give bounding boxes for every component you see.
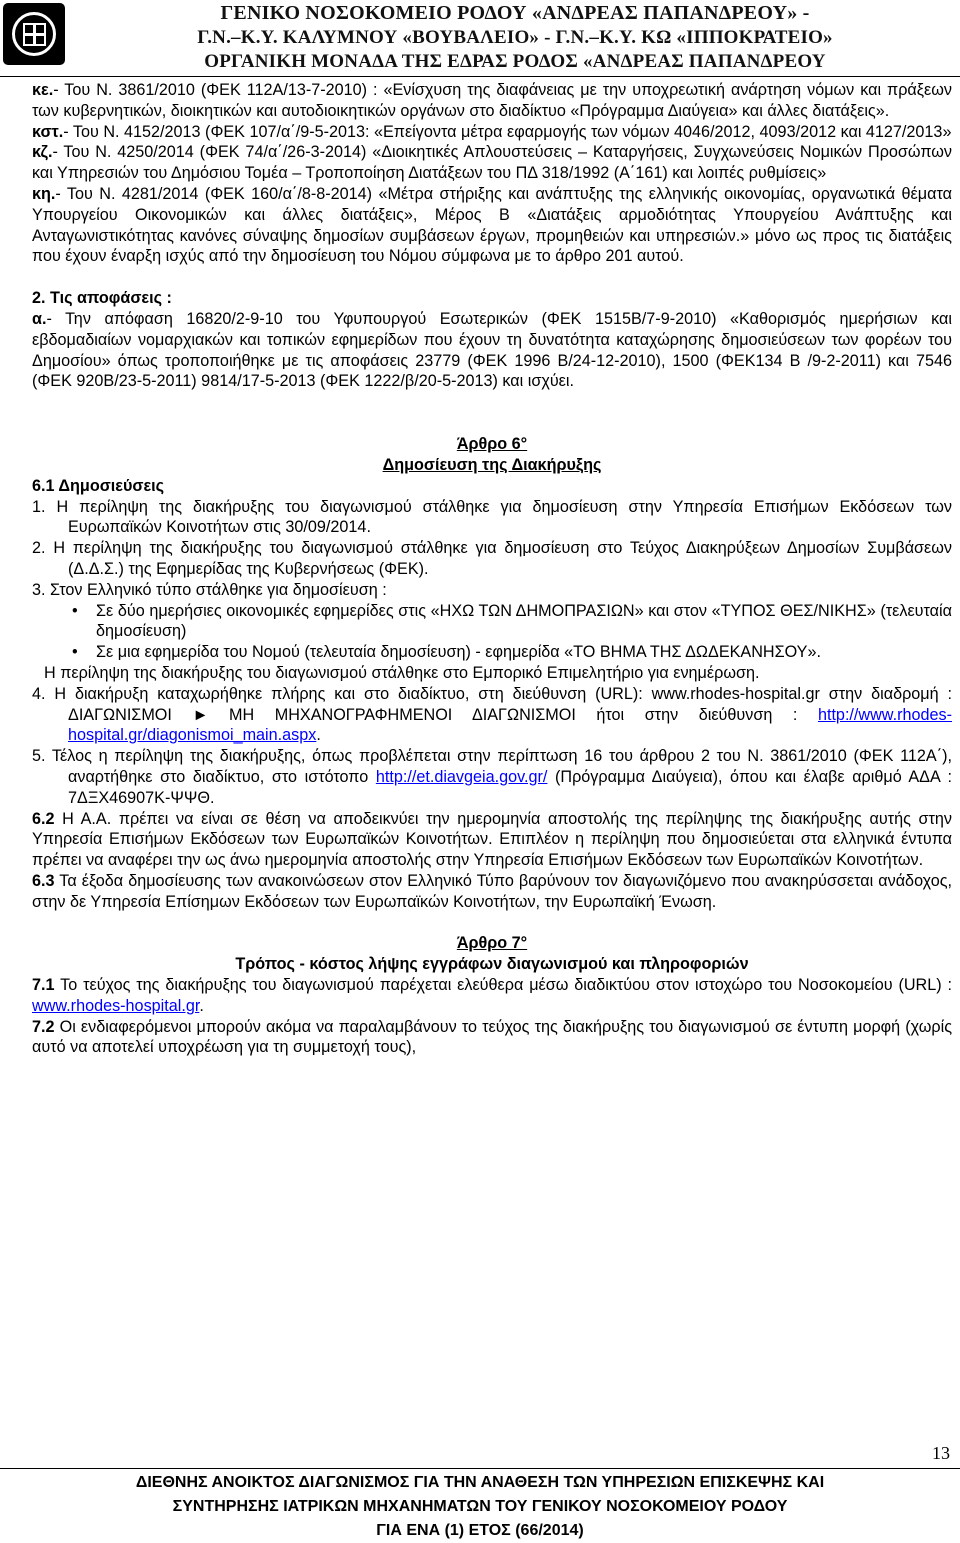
page-footer: [0, 1468, 960, 1543]
section-6-1: 6.1 Δημοσιεύσεις: [32, 476, 165, 495]
page-header: [0, 0, 960, 77]
law-item: κστ.- Του Ν. 4152/2013 (ΦΕΚ 107/α΄/9-5-2013: «Επείγοντα μέτρα εφαρμογής των νόμων 4046/2012, 4093/2012 και 4127/2013»: [32, 122, 952, 141]
decisions-heading: 2. Τις αποφάσεις :: [32, 289, 172, 308]
footer-line-3: ΓΙΑ ΕΝΑ (1) ΕΤΟΣ (66/2014): [376, 1522, 584, 1539]
hospital-logo-icon: [3, 3, 65, 65]
header-line-3: ΟΡΓΑΝΙΚΗ ΜΟΝΑΔΑ ΤΗΣ ΕΔΡΑΣ ΡΟΔΟΣ «ΑΝΔΡΕΑΣ ΠΑΠΑΝΔΡΕΟΥ: [204, 51, 826, 72]
page-number: 13: [932, 1443, 950, 1463]
bullet-item: • Σε μια εφημερίδα του Νομού (τελευταία δημοσίευση) - εφημερίδα «ΤΟ ΒΗΜΑ ΤΗΣ ΔΩΔΕΚΑΝΗΣΟΥ».: [32, 642, 952, 663]
decision-item: α.- Την απόφαση 16820/2-9-10 του Υφυπουργού Εσωτερικών (ΦΕΚ 1515Β/7-9-2010) «Καθορισμός ημερήσιων και εβδομαδιαίων νομαρχιακών και τοπικών εφημερίδων που έχουν τη δυνατότητα καταχώρησης δημοσιεύσεων των φορέων του Δημοσίου» όπως τροποποιήθηκε με τις αποφάσεις 23779 (ΦΕΚ 1996 Β/24-12-2010), 1500 (ΦΕΚ134 Β /9-2-2011) και 7546 (ΦΕΚ 920Β/23-5-2011) 9814/17-5-2013 (ΦΕΚ 1222/β/20-5-2013) και ισχύει.: [32, 309, 952, 391]
diavgeia-link[interactable]: http://et.diavgeia.gov.gr/: [375, 767, 548, 786]
article6-subtitle: Δημοσίευση της Διακήρυξης: [382, 455, 602, 474]
hospital-website-link[interactable]: www.rhodes-hospital.gr: [32, 996, 200, 1015]
bullet-item: • Σε δύο ημερήσιες οικονομικές εφημερίδες στις «ΗΧΩ ΤΩΝ ΔΗΜΟΠΡΑΣΙΩΝ» και στον «ΤΥΠΟΣ ΘΕΣ/ΝΙΚΗΣ» (τελευταία δημοσίευση): [32, 601, 952, 643]
publication-item-4: 4. Η διακήρυξη καταχωρήθηκε πλήρης και στο διαδίκτυο, στη διεύθυνση (URL): www.rhodes-hospital.gr στην διαδρομή : ΔΙΑΓΩΝΙΣΜΟΙ ► ΜΗ ΜΗΧΑΝΟΓΡΑΦΗΜΕΝΟΙ ΔΙΑΓΩΝΙΣΜΟΙ ήτοι στην διεύθυνση : http://www.rhodes-hospital.gr/diagonismoi_main.aspx.: [32, 684, 952, 745]
section-7-2: 7.2 Οι ενδιαφερόμενοι μπορούν ακόμα να παραλαμβάνουν το τεύχος της διακήρυξης του διαγωνισμού σε έντυπη μορφή (χωρίς αυτό να αποτελεί υποχρέωση για τη συμμετοχή τους),: [32, 1017, 952, 1057]
header-line-1: ΓΕΝΙΚΟ ΝΟΣΟΚΟΜΕΙΟ ΡΟΔΟΥ «ΑΝΔΡΕΑΣ ΠΑΠΑΝΔΡΕΟΥ» -: [220, 2, 810, 24]
publication-item-5: 5. Τέλος η περίληψη της διακήρυξης, όπως προβλέπεται στην περίπτωση 16 του άρθρου 2 του Ν. 3861/2010 (ΦΕΚ 112Α΄), αναρτήθηκε στο διαδίκτυο, στο ιστότοπο http://et.diavgeia.gov.gr/ (Πρόγραμμα Διαύγεια), όπου και έλαβε αριθμό ΑΔΑ : 7ΔΞΧ46907Κ-ΨΨΘ.: [32, 747, 952, 807]
section-6-3: 6.3 Τα έξοδα δημοσίευσης των ανακοινώσεων στον Ελληνικό Τύπο βαρύνουν τον διαγωνιζόμενο που ανακηρύσσεται ανάδοχος, στην δε Υπηρεσία Επίσημων Εκδόσεων των Ευρωπαϊκών Κοινοτήτων, την Ευρωπαϊκή Ένωση.: [32, 871, 952, 911]
footer-line-2: ΣΥΝΤΗΡΗΣΗΣ ΙΑΤΡΙΚΩΝ ΜΗΧΑΝΗΜΑΤΩΝ ΤΟΥ ΓΕΝΙΚΟΥ ΝΟΣΟΚΟΜΕΙΟΥ ΡΟΔΟΥ: [172, 1498, 788, 1515]
publication-item-2: 2. Η περίληψη της διακήρυξης του διαγωνισμού στάλθηκε για δημοσίευση στο Τεύχος Διακηρύξεων Δημοσίων Συμβάσεων (Δ.Δ.Σ.) της Εφημερίδας της Κυβερνήσεως (ΦΕΚ).: [32, 539, 952, 578]
law-item: κζ.- Του Ν. 4250/2014 (ΦΕΚ 74/α΄/26-3-2014) «Διοικητικές Απλουστεύσεις – Καταργήσεις, Συγχωνεύσεις Νομικών Προσώπων και Υπηρεσιών του Δημόσιου Τομέα – Τροποποίηση Διατάξεων του ΠΔ 318/1992 (Α΄161) και λοιπές ρυθμίσεις»: [32, 143, 952, 183]
commerce-note: Η περίληψη της διακήρυξης του διαγωνισμού στάλθηκε στο Εμπορικό Επιμελητήριο για ενημέρωση.: [44, 663, 760, 682]
law-item: κη.- Του Ν. 4281/2014 (ΦΕΚ 160/α΄/8-8-2014) «Μέτρα στήριξης και ανάπτυξης της ελληνικής οικονομίας, οργανωτικά θέματα Υπουργείου Οικονομικών και άλλες διατάξεις», Μέρος Β «Διατάξεις αρμοδιότητας Υπουργείου Ανάπτυξης και Ανταγωνιστικότητας κανόνες σύναψης δημοσίων συμβάσεων έργων, προμηθειών και υπηρεσιών.» μόνο ως προς τις διατάξεις που έχουν έναρξη ισχύς από την δημοσίευση του Νόμου σύμφωνα με το άρθρο 201 αυτού.: [32, 184, 952, 266]
section-7-1: 7.1 Το τεύχος της διακήρυξης του διαγωνισμού παρέχεται ελεύθερα μέσω διαδικτύου στον ιστοχώρο του Νοσοκομείου (URL) : www.rhodes-hospital.gr.: [32, 976, 952, 1015]
article7-subtitle: Τρόπος - κόστος λήψης εγγράφων διαγωνισμού και πληροφοριών: [235, 955, 749, 974]
header-line-2: Γ.Ν.–Κ.Υ. ΚΑΛΥΜΝΟΥ «ΒΟΥΒΑΛΕΙΟ» - Γ.Ν.–Κ.Υ. ΚΩ «ΙΠΠΟΚΡΑΤΕΙΟ»: [197, 27, 833, 48]
publication-item-3: 3. Στον Ελληνικό τύπο στάλθηκε για δημοσίευση :: [32, 580, 387, 599]
document-body: [32, 80, 952, 1058]
law-item: κε.- Του Ν. 3861/2010 (ΦΕΚ 112Α/13-7-2010) : «Ενίσχυση της διαφάνειας με την υποχρεωτική ανάρτηση νόμων και πράξεων των κυβερνητικών, διοικητικών και αυτοδιοικητικών οργάνων στο διαδίκτυο «Πρόγραμμα Διαύγεια» και άλλες διατάξεις».: [32, 81, 952, 120]
article7-title: Άρθρο 7°: [456, 934, 528, 953]
diagonismoi-link[interactable]: http://www.rhodes-hospital.gr/diagonismoi_main.aspx: [68, 705, 952, 745]
footer-line-1: ΔΙΕΘΝΗΣ ΑΝΟΙΚΤΟΣ ΔΙΑΓΩΝΙΣΜΟΣ ΓΙΑ ΤΗΝ ΑΝΑΘΕΣΗ ΤΩΝ ΥΠΗΡΕΣΙΩΝ ΕΠΙΣΚΕΨΗΣ ΚΑΙ: [135, 1474, 825, 1491]
article6-title: Άρθρο 6°: [456, 435, 528, 454]
publication-item-1: 1. Η περίληψη της διακήρυξης του διαγωνισμού στάλθηκε για δημοσίευση στην Υπηρεσία Επισήμων Εκδόσεων των Ευρωπαϊκών Κοινοτήτων στις 30/09/2014.: [32, 497, 952, 537]
section-6-2: 6.2 Η Α.Α. πρέπει να είναι σε θέση να αποδεικνύει την ημερομηνία αποστολής της περίληψης της διακήρυξης αυτής στην Υπηρεσία Επισήμων Εκδόσεων των Ευρωπαϊκών Κοινοτήτων. Επιπλέον η περίληψη που δημοσιεύεται στα ελληνικά έντυπα πρέπει να αναφέρει την ως άνω ημερομηνία αποστολής στην Υπηρεσία Επισήμων Εκδόσεων των Ευρωπαϊκών Κοινοτήτων.: [32, 809, 952, 870]
